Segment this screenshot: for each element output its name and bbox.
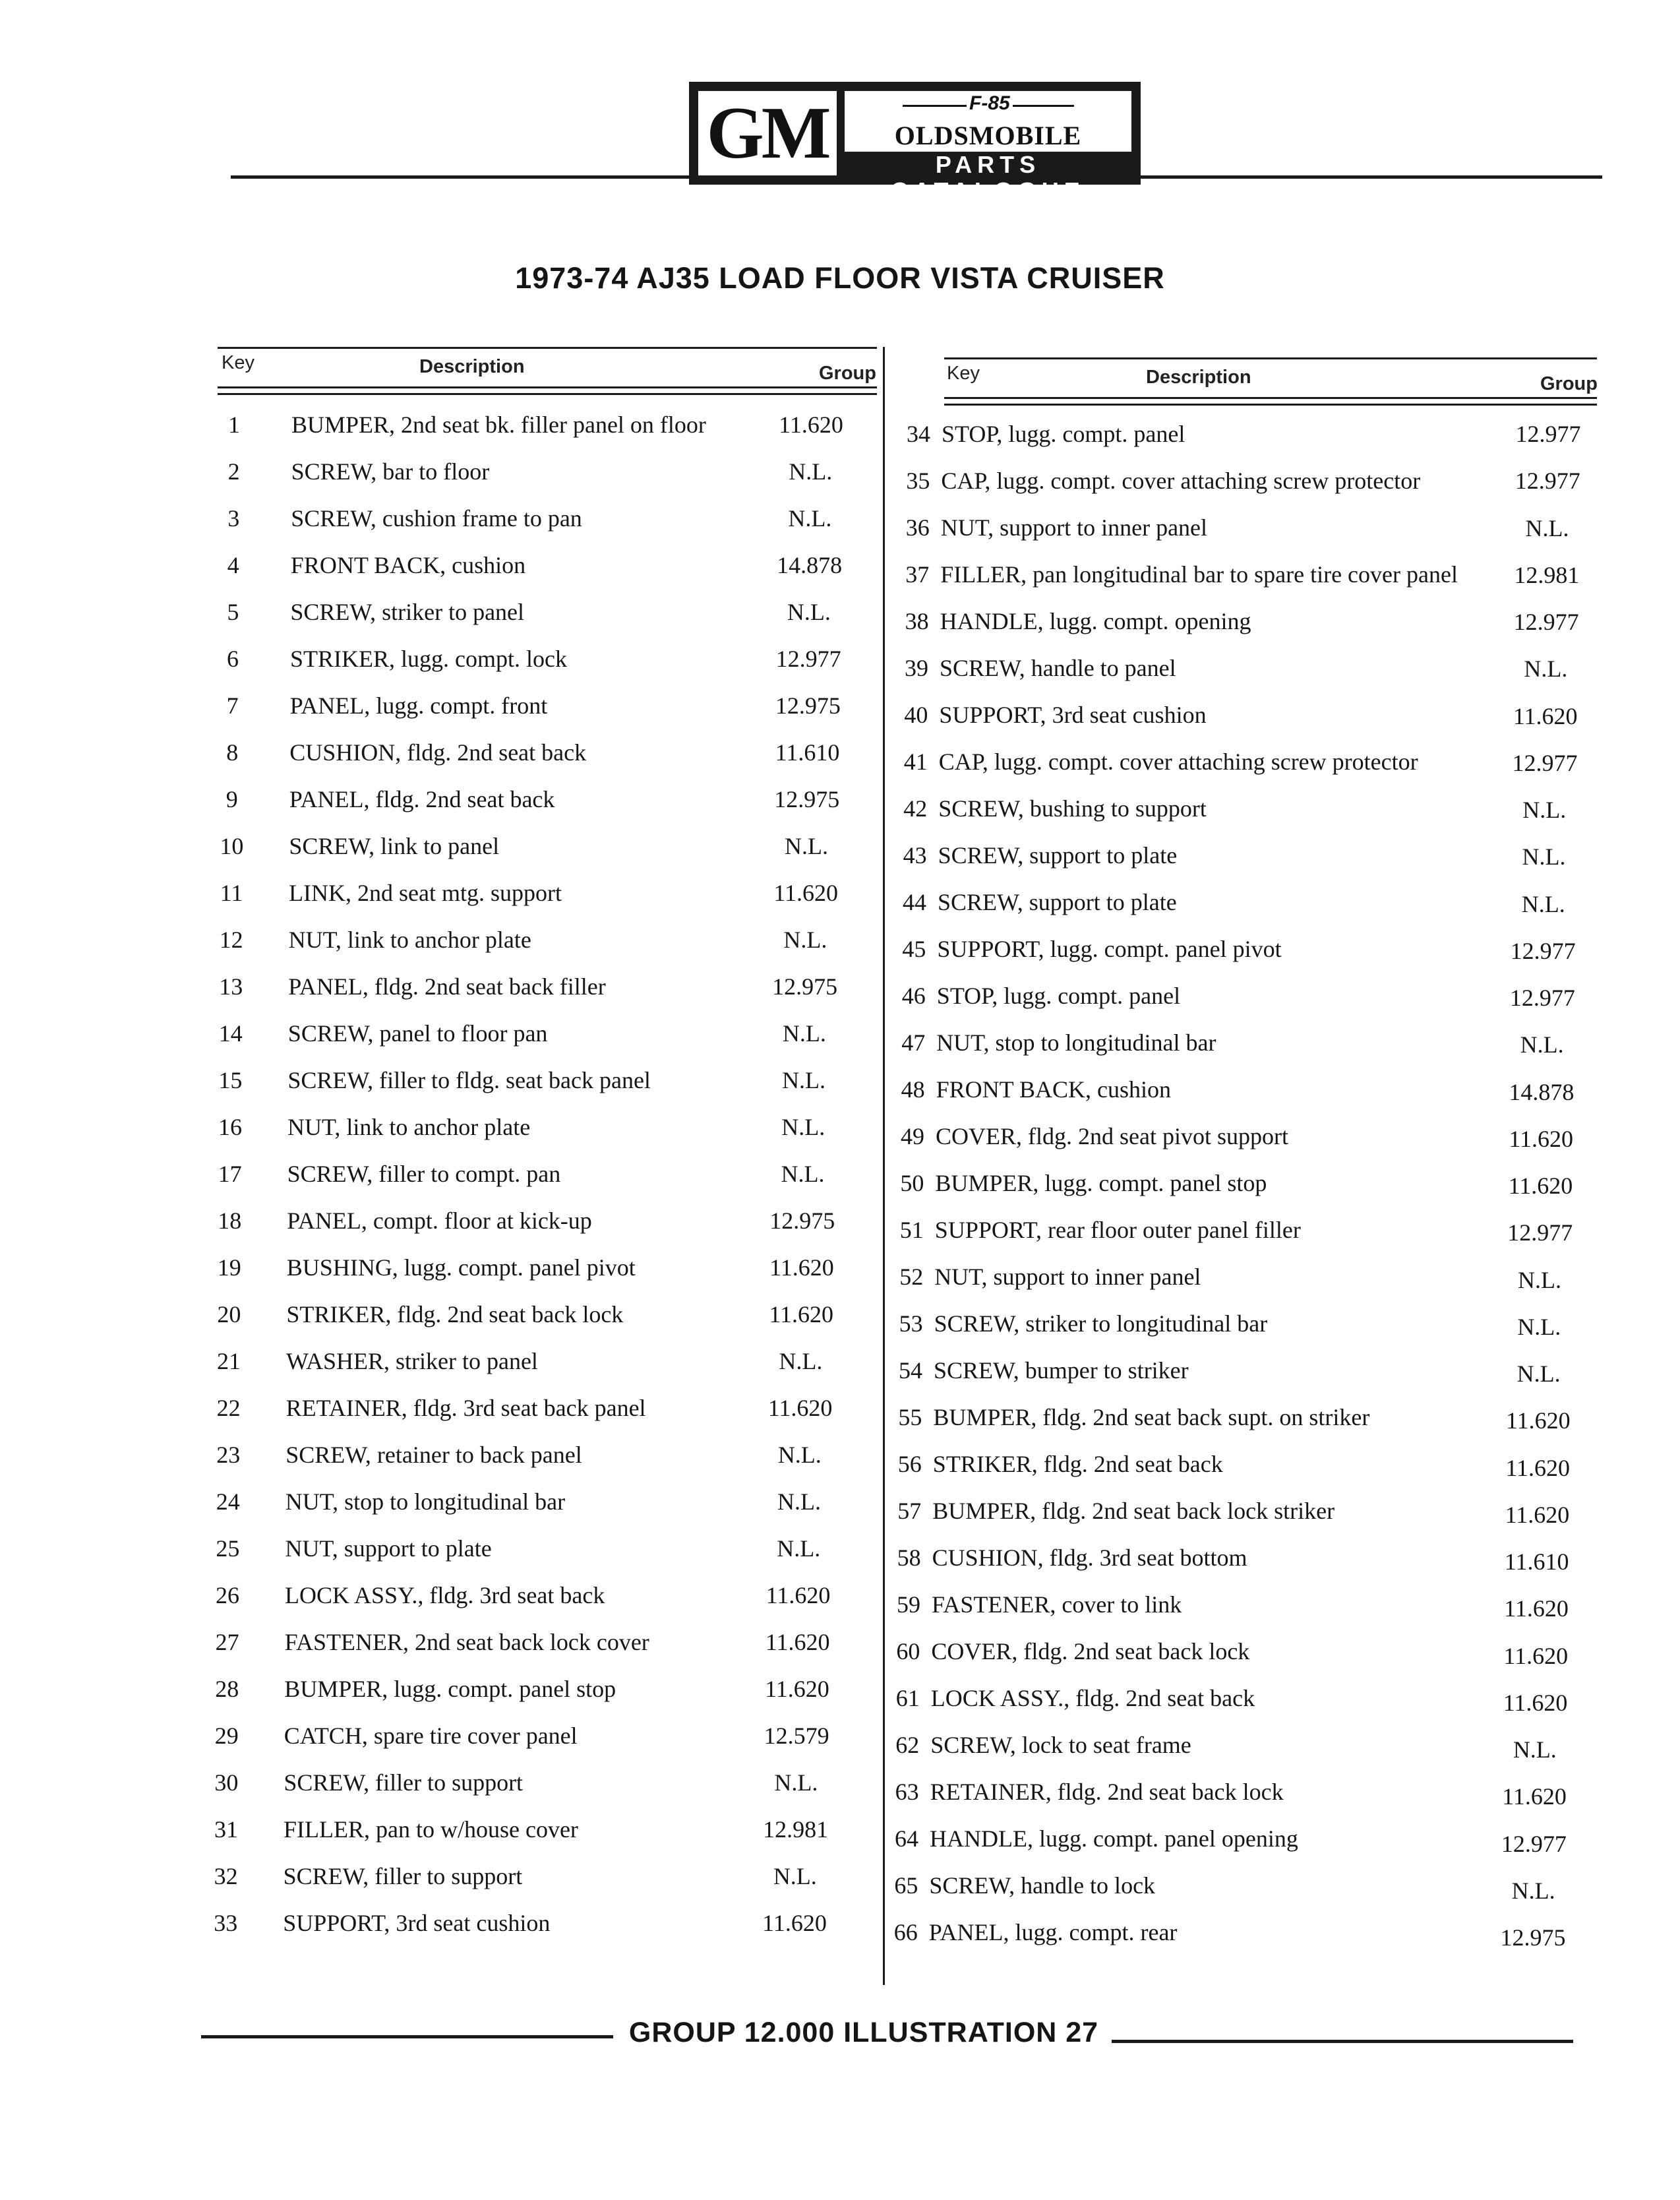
part-description: STRIKER, lugg. compt. lock bbox=[290, 646, 567, 672]
part-group-number: N.L. bbox=[782, 1067, 826, 1093]
part-group-number: 11.620 bbox=[769, 1301, 833, 1328]
part-key: 57 bbox=[897, 1498, 922, 1524]
part-key: 8 bbox=[226, 739, 239, 766]
part-key: 55 bbox=[898, 1404, 922, 1430]
part-key: 37 bbox=[905, 561, 930, 588]
right-group-header: Group bbox=[1540, 373, 1598, 394]
part-key: 66 bbox=[893, 1919, 918, 1945]
part-description: SUPPORT, rear floor outer panel filler bbox=[934, 1217, 1301, 1243]
part-group-number: N.L. bbox=[1518, 1266, 1562, 1293]
part-group-number: 11.620 bbox=[1505, 1501, 1570, 1528]
part-key: 35 bbox=[906, 468, 930, 494]
part-group-number: 11.620 bbox=[765, 1629, 830, 1655]
part-group-number: 12.579 bbox=[764, 1723, 829, 1749]
part-group-number: 11.620 bbox=[1506, 1407, 1571, 1434]
part-description: COVER, fldg. 2nd seat pivot support bbox=[936, 1123, 1288, 1149]
part-description: SCREW, filler to compt. pan bbox=[287, 1161, 561, 1187]
part-group-number: 11.620 bbox=[769, 1254, 834, 1281]
part-group-number: N.L. bbox=[1522, 843, 1566, 871]
part-key: 62 bbox=[895, 1732, 920, 1758]
part-key: 25 bbox=[216, 1535, 240, 1562]
part-description: SCREW, filler to support bbox=[283, 1863, 523, 1889]
part-description: FRONT BACK, cushion bbox=[936, 1076, 1171, 1103]
part-key: 17 bbox=[218, 1161, 242, 1187]
part-key: 53 bbox=[899, 1310, 923, 1337]
part-description: PANEL, fldg. 2nd seat back bbox=[289, 786, 555, 812]
part-description: BUMPER, lugg. compt. panel stop bbox=[935, 1170, 1267, 1196]
part-key: 36 bbox=[905, 514, 930, 541]
part-description: SCREW, cushion frame to pan bbox=[291, 505, 582, 532]
part-description: SCREW, handle to lock bbox=[929, 1872, 1156, 1899]
left-header-rule-2 bbox=[218, 393, 877, 395]
part-description: SUPPORT, lugg. compt. panel pivot bbox=[937, 936, 1282, 962]
part-description: SCREW, handle to panel bbox=[940, 655, 1176, 681]
part-group-number: N.L. bbox=[774, 1769, 818, 1796]
part-key: 64 bbox=[895, 1825, 918, 1852]
part-key: 10 bbox=[220, 833, 244, 859]
gm-parts-catalogue-logo bbox=[689, 82, 1141, 204]
part-group-number: 11.610 bbox=[1504, 1548, 1569, 1575]
part-description: PANEL, compt. floor at kick-up bbox=[287, 1207, 592, 1234]
part-group-number: 12.981 bbox=[1514, 561, 1580, 588]
part-description: LOCK ASSY., fldg. 2nd seat back bbox=[930, 1685, 1255, 1711]
part-description: STOP, lugg. compt. panel bbox=[936, 983, 1181, 1009]
part-key: 28 bbox=[215, 1676, 239, 1702]
part-key: 46 bbox=[901, 983, 926, 1009]
part-key: 18 bbox=[218, 1207, 242, 1234]
footer-group-illustration: GROUP 12.000 ILLUSTRATION 27 bbox=[628, 2017, 1099, 2048]
part-description: NUT, stop to longitudinal bar bbox=[285, 1488, 566, 1515]
part-description: SCREW, panel to floor pan bbox=[287, 1020, 548, 1047]
part-description: BUMPER, fldg. 2nd seat back lock striker bbox=[932, 1498, 1335, 1524]
part-group-number: 12.975 bbox=[774, 786, 840, 812]
part-group-number: 12.977 bbox=[1510, 937, 1576, 964]
part-group-number: 11.620 bbox=[765, 1582, 831, 1608]
part-key: 63 bbox=[895, 1779, 919, 1805]
part-key: 24 bbox=[216, 1488, 240, 1515]
left-header-top-rule bbox=[218, 347, 877, 349]
part-key: 6 bbox=[227, 646, 239, 672]
part-key: 56 bbox=[897, 1451, 922, 1477]
part-key: 11 bbox=[220, 880, 243, 906]
left-header-rule-1 bbox=[218, 386, 877, 388]
part-description: BUMPER, lugg. compt. panel stop bbox=[284, 1676, 616, 1702]
part-key: 30 bbox=[214, 1769, 239, 1796]
part-description: SCREW, bushing to support bbox=[938, 795, 1207, 822]
part-group-number: N.L. bbox=[781, 1161, 825, 1187]
part-key: 42 bbox=[903, 795, 928, 822]
part-description: LINK, 2nd seat mtg. support bbox=[289, 880, 562, 906]
part-key: 40 bbox=[904, 702, 928, 728]
right-description-header: Description bbox=[1146, 367, 1251, 388]
f85-emblem: F-85 bbox=[845, 94, 1131, 116]
part-group-number: 11.620 bbox=[765, 1676, 829, 1702]
part-group-number: N.L. bbox=[787, 599, 831, 625]
page-title: 1973-74 AJ35 LOAD FLOOR VISTA CRUISER bbox=[515, 261, 1165, 295]
part-description: SCREW, retainer to back panel bbox=[285, 1442, 582, 1468]
part-group-number: 12.975 bbox=[1500, 1924, 1566, 1951]
part-key: 60 bbox=[896, 1638, 920, 1665]
part-key: 48 bbox=[901, 1076, 925, 1103]
part-key: 23 bbox=[216, 1442, 241, 1468]
part-description: NUT, support to plate bbox=[285, 1535, 492, 1562]
part-key: 44 bbox=[903, 889, 926, 915]
part-key: 50 bbox=[900, 1170, 924, 1196]
column-divider bbox=[883, 347, 885, 1985]
part-description: RETAINER, fldg. 3rd seat back panel bbox=[285, 1395, 646, 1421]
part-key: 22 bbox=[216, 1395, 241, 1421]
right-header-rule-1 bbox=[944, 397, 1597, 399]
part-key: 34 bbox=[907, 421, 930, 447]
part-key: 7 bbox=[226, 692, 239, 719]
part-description: NUT, stop to longitudinal bar bbox=[936, 1029, 1216, 1056]
right-header-top-rule bbox=[944, 357, 1597, 359]
part-key: 43 bbox=[903, 842, 927, 869]
oldsmobile-brand: OLDSMOBILE bbox=[894, 121, 1082, 150]
part-group-number: 11.620 bbox=[1503, 1689, 1568, 1716]
part-description: SCREW, filler to support bbox=[284, 1769, 524, 1796]
part-description: CATCH, spare tire cover panel bbox=[284, 1723, 578, 1749]
part-key: 1 bbox=[228, 412, 240, 438]
part-key: 58 bbox=[897, 1544, 921, 1571]
part-group-number: 12.977 bbox=[1512, 749, 1578, 776]
part-description: SCREW, lock to seat frame bbox=[930, 1732, 1191, 1758]
part-key: 52 bbox=[899, 1264, 924, 1290]
part-group-number: 12.977 bbox=[1507, 1219, 1573, 1246]
part-description: FRONT BACK, cushion bbox=[290, 552, 526, 578]
part-description: HANDLE, lugg. compt. panel opening bbox=[930, 1825, 1298, 1852]
part-group-number: N.L. bbox=[1522, 797, 1567, 823]
part-group-number: 11.620 bbox=[767, 1395, 833, 1421]
part-group-number: 12.977 bbox=[1509, 985, 1575, 1011]
part-key: 27 bbox=[215, 1629, 239, 1655]
part-description: BUMPER, fldg. 2nd seat back supt. on striker bbox=[933, 1404, 1370, 1430]
part-description: CAP, lugg. compt. cover attaching screw protector bbox=[941, 468, 1421, 494]
footer-rule-right bbox=[1112, 2040, 1573, 2043]
part-key: 54 bbox=[899, 1357, 922, 1384]
part-description: PANEL, fldg. 2nd seat back filler bbox=[288, 973, 606, 1000]
part-key: 4 bbox=[227, 552, 239, 578]
part-group-number: N.L. bbox=[777, 1442, 822, 1468]
part-group-number: N.L. bbox=[781, 1114, 825, 1140]
part-group-number: N.L. bbox=[1520, 1031, 1564, 1058]
part-key: 15 bbox=[218, 1067, 243, 1093]
part-key: 14 bbox=[218, 1020, 243, 1047]
part-key: 38 bbox=[905, 608, 929, 634]
part-key: 26 bbox=[216, 1582, 239, 1608]
part-group-number: 11.620 bbox=[1508, 1173, 1573, 1199]
part-group-number: N.L. bbox=[779, 1348, 823, 1374]
part-group-number: 11.620 bbox=[762, 1910, 827, 1936]
part-key: 45 bbox=[902, 936, 926, 962]
part-description: CUSHION, fldg. 2nd seat back bbox=[289, 739, 587, 766]
part-group-number: N.L. bbox=[777, 1488, 822, 1515]
part-description: SCREW, support to plate bbox=[938, 842, 1178, 869]
part-key: 3 bbox=[227, 505, 240, 532]
part-group-number: 12.977 bbox=[1501, 1830, 1567, 1857]
part-description: NUT, link to anchor plate bbox=[288, 927, 531, 953]
part-key: 49 bbox=[901, 1123, 924, 1149]
part-group-number: N.L. bbox=[1511, 1877, 1555, 1904]
gm-logo-text: GM bbox=[698, 91, 837, 175]
part-key: 51 bbox=[899, 1217, 924, 1243]
part-description: FILLER, pan longitudinal bar to spare tire cover panel bbox=[940, 561, 1458, 588]
part-description: BUMPER, 2nd seat bk. filler panel on floor bbox=[291, 412, 706, 438]
part-group-number: N.L. bbox=[1521, 890, 1565, 917]
logo-right-panel bbox=[845, 91, 1131, 204]
part-description: SUPPORT, 3rd seat cushion bbox=[283, 1910, 551, 1936]
part-group-number: N.L. bbox=[1516, 1360, 1561, 1387]
part-key: 9 bbox=[225, 786, 238, 812]
part-description: RETAINER, fldg. 2nd seat back lock bbox=[930, 1779, 1284, 1805]
part-description: STOP, lugg. compt. panel bbox=[942, 421, 1185, 447]
part-group-number: 11.620 bbox=[1503, 1642, 1569, 1669]
part-description: STRIKER, fldg. 2nd seat back lock bbox=[286, 1301, 624, 1328]
part-group-number: N.L. bbox=[1524, 656, 1568, 683]
part-description: WASHER, striker to panel bbox=[286, 1348, 538, 1374]
left-group-header: Group bbox=[819, 363, 876, 384]
part-key: 2 bbox=[227, 458, 240, 485]
part-description: NUT, support to inner panel bbox=[940, 514, 1208, 541]
part-description: SCREW, filler to fldg. seat back panel bbox=[287, 1067, 651, 1093]
part-group-number: 11.620 bbox=[1505, 1454, 1570, 1481]
part-group-number: N.L. bbox=[782, 1020, 826, 1047]
part-group-number: 14.878 bbox=[1509, 1078, 1575, 1105]
part-key: 20 bbox=[217, 1301, 241, 1328]
part-group-number: 11.620 bbox=[1509, 1125, 1574, 1152]
part-group-number: 12.977 bbox=[1513, 609, 1579, 635]
part-group-number: 12.977 bbox=[1515, 421, 1581, 447]
part-key: 19 bbox=[217, 1254, 241, 1281]
part-key: 21 bbox=[217, 1348, 241, 1374]
part-description: SCREW, bar to floor bbox=[291, 458, 490, 485]
part-group-number: N.L. bbox=[773, 1863, 817, 1889]
part-group-number: 12.977 bbox=[775, 646, 841, 672]
part-description: CUSHION, fldg. 3rd seat bottom bbox=[932, 1544, 1247, 1571]
part-key: 31 bbox=[214, 1816, 238, 1843]
part-group-number: N.L. bbox=[1517, 1313, 1561, 1340]
part-description: NUT, support to inner panel bbox=[934, 1264, 1201, 1290]
part-group-number: N.L. bbox=[788, 505, 832, 532]
part-group-number: 12.981 bbox=[763, 1816, 829, 1843]
part-description: SCREW, striker to longitudinal bar bbox=[934, 1310, 1268, 1337]
part-group-number: 12.975 bbox=[769, 1207, 835, 1234]
part-group-number: 14.878 bbox=[777, 552, 843, 578]
left-key-header: Key bbox=[222, 352, 255, 373]
part-key: 5 bbox=[227, 599, 239, 625]
part-key: 59 bbox=[897, 1591, 920, 1618]
part-key: 61 bbox=[895, 1685, 920, 1711]
part-description: SCREW, bumper to striker bbox=[934, 1357, 1189, 1384]
right-key-header: Key bbox=[947, 363, 980, 384]
part-group-number: 12.977 bbox=[1515, 468, 1580, 495]
part-description: SCREW, striker to panel bbox=[290, 599, 525, 625]
part-key: 47 bbox=[901, 1029, 926, 1056]
part-group-number: N.L. bbox=[1525, 514, 1569, 541]
part-description: PANEL, lugg. compt. rear bbox=[928, 1919, 1178, 1945]
part-group-number: 12.975 bbox=[772, 973, 838, 1000]
part-group-number: 11.620 bbox=[1502, 1783, 1567, 1810]
part-description: PANEL, lugg. compt. front bbox=[289, 692, 548, 719]
part-description: NUT, link to anchor plate bbox=[287, 1114, 531, 1140]
part-key: 12 bbox=[219, 927, 243, 953]
part-group-number: N.L. bbox=[777, 1535, 821, 1562]
part-description: COVER, fldg. 2nd seat back lock bbox=[931, 1638, 1250, 1665]
parts-catalogue-label: PARTS CATALOGUE bbox=[891, 151, 1085, 204]
part-description: SCREW, link to panel bbox=[289, 833, 500, 859]
part-group-number: 11.620 bbox=[1504, 1595, 1569, 1622]
part-group-number: N.L. bbox=[783, 927, 827, 953]
part-key: 16 bbox=[218, 1114, 242, 1140]
part-group-number: 12.975 bbox=[775, 692, 841, 719]
part-key: 13 bbox=[219, 973, 243, 1000]
part-group-number: 11.610 bbox=[775, 739, 840, 766]
part-group-number: N.L. bbox=[789, 458, 833, 485]
part-key: 39 bbox=[905, 655, 928, 681]
part-key: 32 bbox=[214, 1863, 238, 1889]
footer-rule-left bbox=[201, 2035, 613, 2038]
part-key: 29 bbox=[214, 1723, 239, 1749]
part-description: CAP, lugg. compt. cover attaching screw protector bbox=[938, 749, 1418, 775]
part-description: STRIKER, fldg. 2nd seat back bbox=[932, 1451, 1223, 1477]
part-description: BUSHING, lugg. compt. panel pivot bbox=[286, 1254, 636, 1281]
right-header-rule-2 bbox=[944, 404, 1597, 406]
part-description: FILLER, pan to w/house cover bbox=[284, 1816, 578, 1843]
part-key: 65 bbox=[894, 1872, 918, 1899]
part-description: LOCK ASSY., fldg. 3rd seat back bbox=[285, 1582, 605, 1608]
part-description: SUPPORT, 3rd seat cushion bbox=[939, 702, 1207, 728]
part-group-number: 11.620 bbox=[773, 880, 839, 906]
part-group-number: N.L. bbox=[1513, 1736, 1557, 1763]
part-description: HANDLE, lugg. compt. opening bbox=[940, 608, 1251, 634]
part-description: FASTENER, 2nd seat back lock cover bbox=[284, 1629, 649, 1655]
part-group-number: 11.620 bbox=[779, 412, 843, 438]
part-description: SCREW, support to plate bbox=[938, 889, 1177, 915]
part-key: 41 bbox=[903, 749, 928, 775]
part-key: 33 bbox=[214, 1910, 238, 1936]
part-group-number: N.L. bbox=[784, 833, 828, 859]
left-description-header: Description bbox=[419, 356, 525, 377]
part-description: FASTENER, cover to link bbox=[932, 1591, 1182, 1618]
part-group-number: 11.620 bbox=[1513, 702, 1578, 729]
